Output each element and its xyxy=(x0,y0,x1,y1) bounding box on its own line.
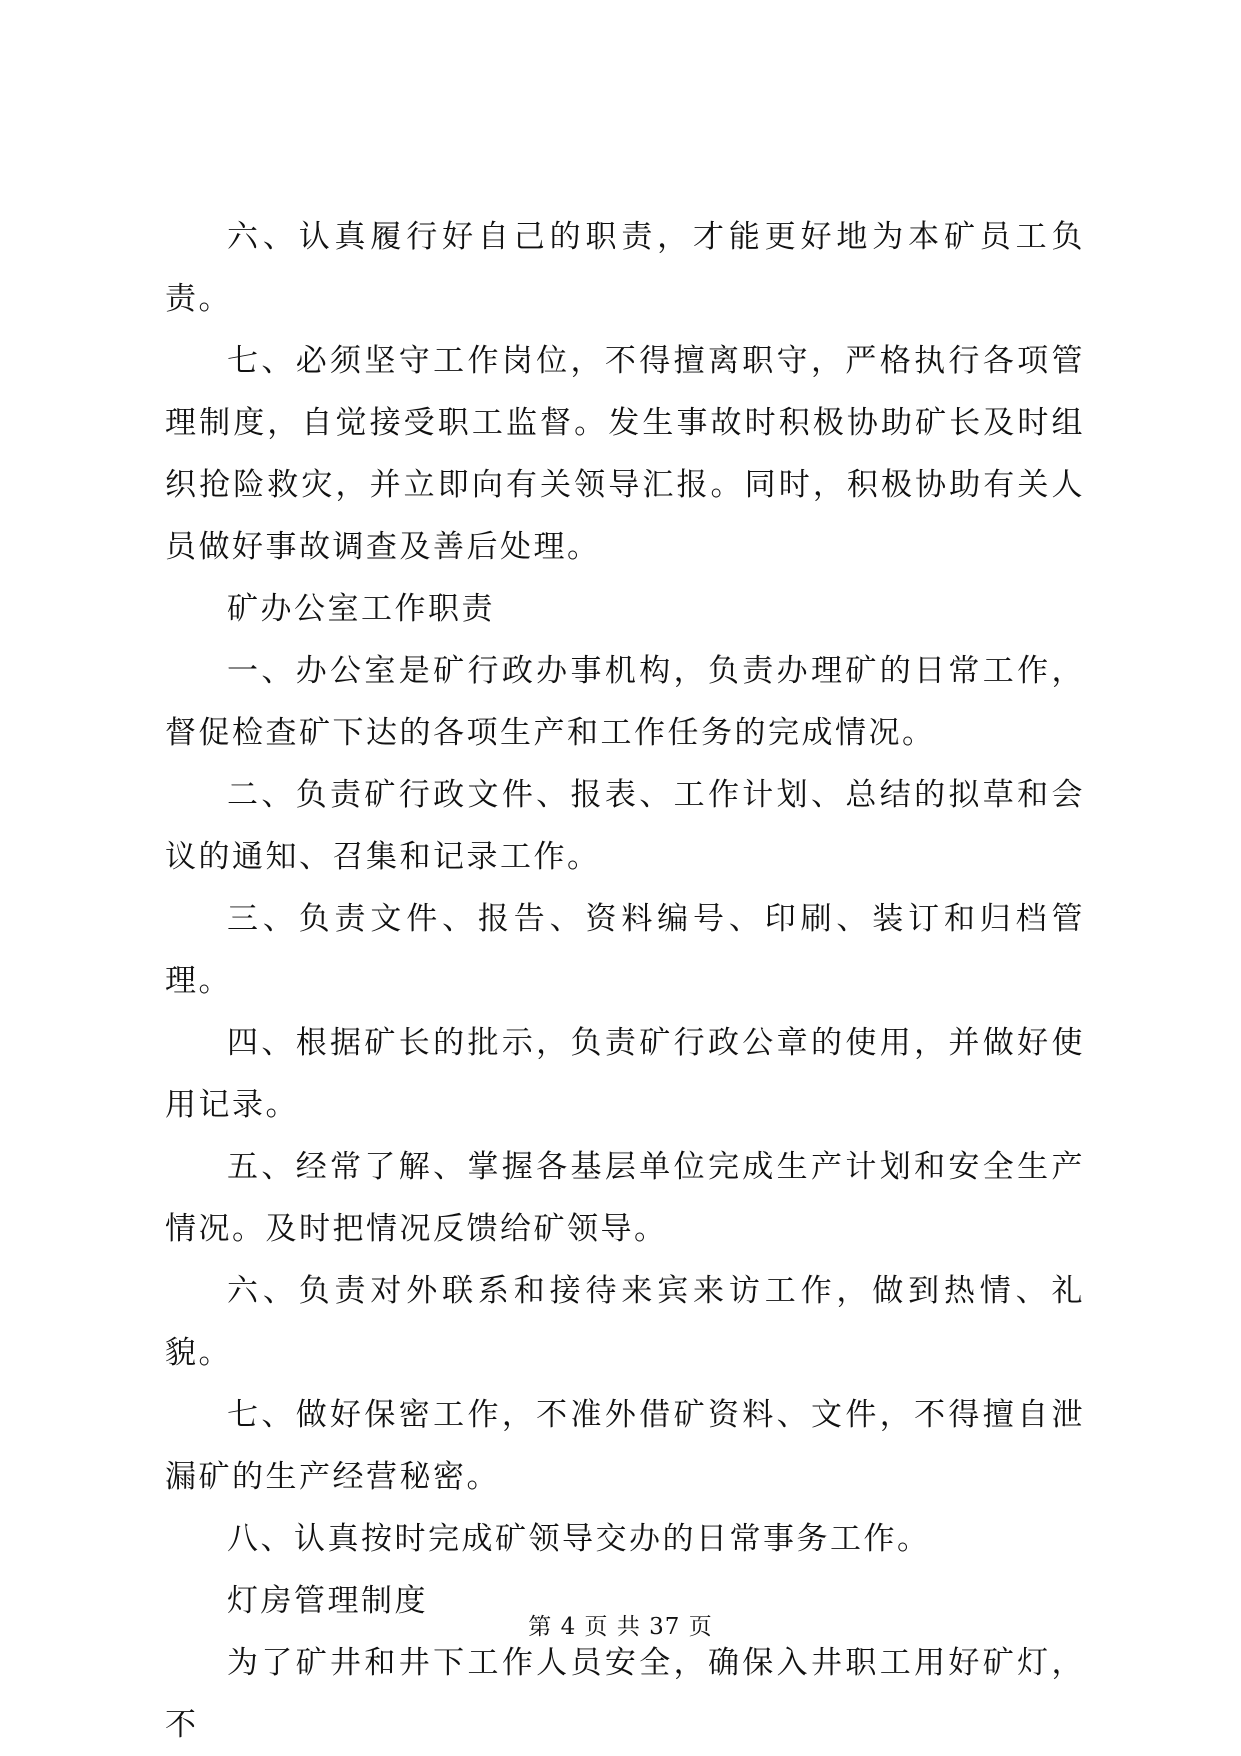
page-number-footer: 第 4 页 共 37 页 xyxy=(528,1614,713,1640)
paragraph-office-4: 四、根据矿长的批示，负责矿行政公章的使用，并做好使用记录。 xyxy=(165,1025,1085,1123)
section-heading-lamp-room: 灯房管理制度 xyxy=(227,1583,428,1619)
paragraph-duty-7: 七、必须坚守工作岗位，不得擅离职守，严格执行各项管理制度，自觉接受职工监督。发生事故时积极协助矿长及时组织抢险救灾，并立即向有关领导汇报。同时，积极协助有关人员做好事故调查及善后处理。 xyxy=(165,343,1085,565)
paragraph-office-5: 五、经常了解、掌握各基层单位完成生产计划和安全生产情况。及时把情况反馈给矿领导。 xyxy=(165,1149,1085,1247)
paragraph-office-2: 二、负责矿行政文件、报表、工作计划、总结的拟草和会议的通知、召集和记录工作。 xyxy=(165,777,1085,875)
paragraph-office-1: 一、办公室是矿行政办事机构，负责办理矿的日常工作，督促检查矿下达的各项生产和工作任务的完成情况。 xyxy=(165,653,1085,751)
paragraph-office-7: 七、做好保密工作，不准外借矿资料、文件，不得擅自泄漏矿的生产经营秘密。 xyxy=(165,1397,1085,1495)
paragraph-office-6: 六、负责对外联系和接待来宾来访工作，做到热情、礼貌。 xyxy=(165,1273,1085,1371)
section-heading-office-duties: 矿办公室工作职责 xyxy=(227,591,495,627)
document-body xyxy=(165,206,1085,1756)
paragraph-office-8: 八、认真按时完成矿领导交办的日常事务工作。 xyxy=(227,1521,931,1557)
paragraph-lamp-room-intro: 为了矿井和井下工作人员安全，确保入井职工用好矿灯，不 xyxy=(165,1645,1085,1743)
paragraph-duty-6: 六、认真履行好自己的职责，才能更好地为本矿员工负责。 xyxy=(165,219,1085,317)
paragraph-office-3: 三、负责文件、报告、资料编号、印刷、装订和归档管理。 xyxy=(165,901,1085,999)
